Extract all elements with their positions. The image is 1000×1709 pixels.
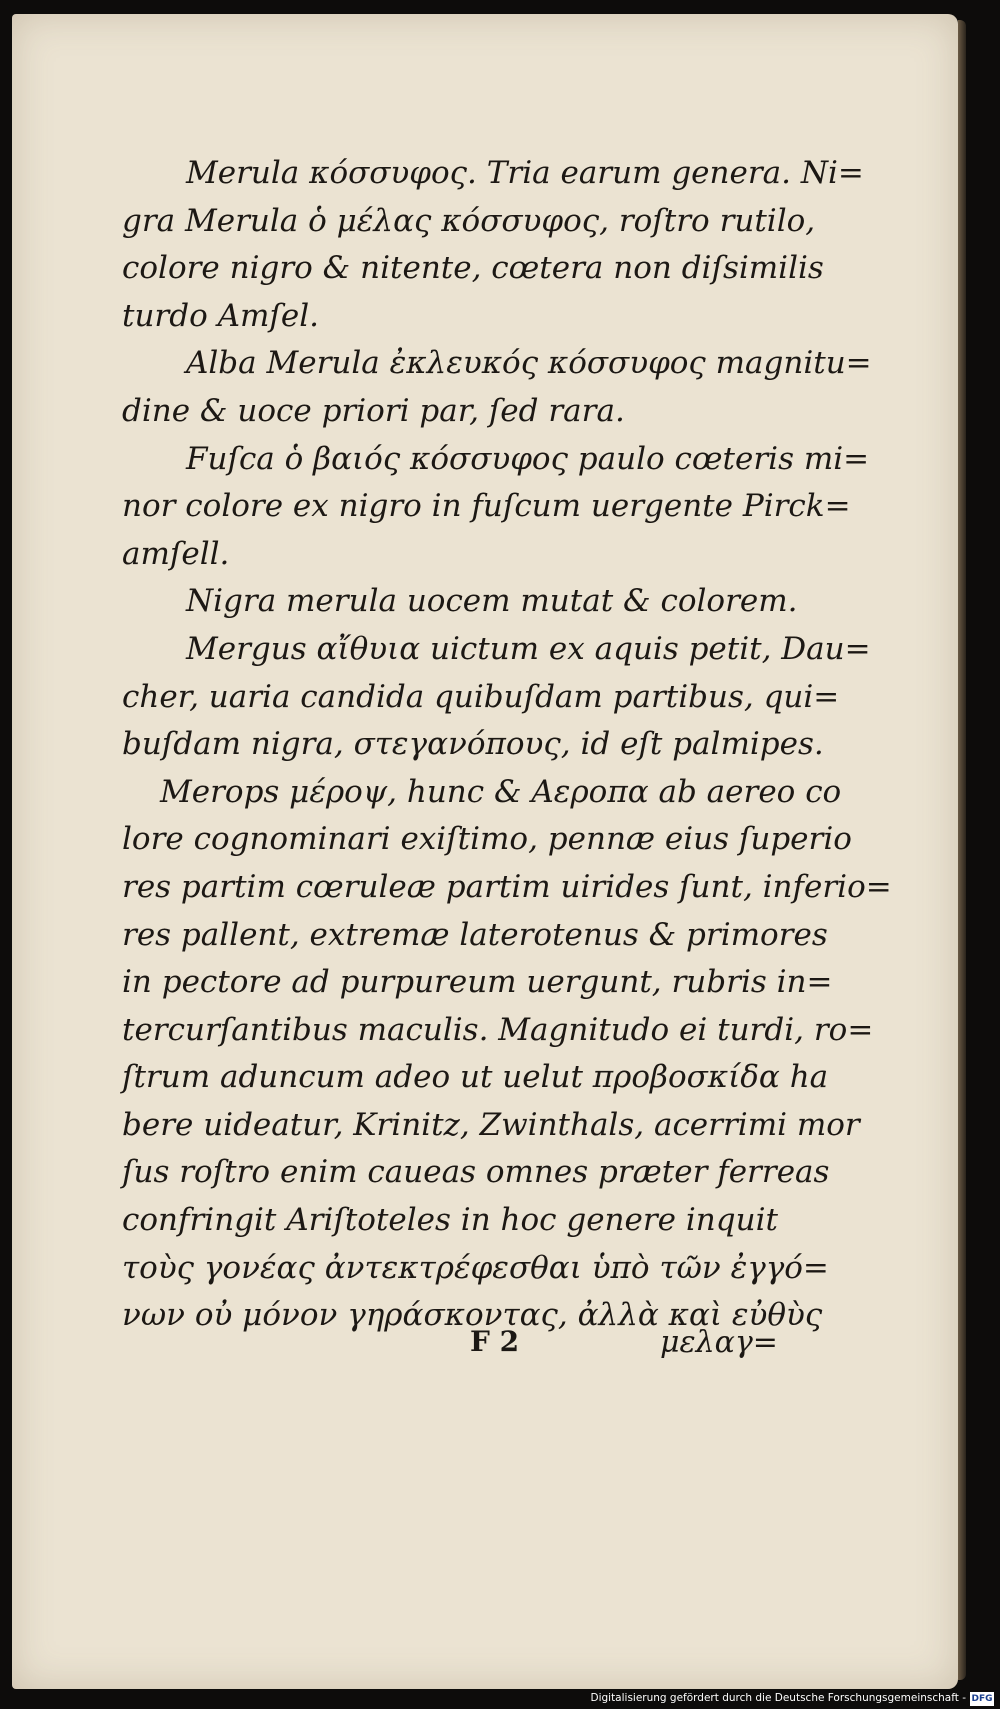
signature-mark: F 2 — [470, 1325, 520, 1358]
text-line: Merops μέροψ, hunc & Αεροπα ab aereo co — [160, 773, 842, 810]
dfg-logo: DFG — [971, 1694, 993, 1704]
text-line: ſtrum aduncum adeo ut uelut προβοσκίδα ha — [122, 1059, 829, 1096]
text-line: νων οὐ μόνον γηράσκοντας, ἀλλὰ καὶ εὐθὺς — [122, 1297, 823, 1334]
text-line: res partim cœruleæ partim uirides ſunt, inferio= — [122, 868, 892, 905]
text-line: amſell. — [122, 535, 230, 572]
text-line: turdo Amſel. — [122, 297, 319, 334]
catchword: μελαγ= — [660, 1325, 778, 1360]
text-line: nor colore ex nigro in fuſcum uergente Pirck= — [122, 488, 851, 525]
text-line: colore nigro & nitente, cœtera non diſsimilis — [122, 250, 824, 287]
text-line: bere uideatur, Krinitz, Zwinthals, acerrimi mor — [122, 1106, 860, 1143]
text-line: dine & uoce priori par, ſed rara. — [122, 392, 625, 429]
text-line: Merula κόσσυφος. Tria earum genera. Ni= — [186, 155, 864, 191]
text-line: tercurſantibus maculis. Magnitudo ei turdi, ro= — [122, 1011, 874, 1048]
text-line: Mergus αἴθυια uictum ex aquis petit, Dau= — [186, 630, 871, 667]
text-line: Alba Merula ἐκλευκός κόσσυφος magnitu= — [186, 345, 872, 382]
text-line: Fuſca ὁ βαιός κόσσυφος paulo cœteris mi= — [186, 440, 870, 477]
text-line: Nigra merula uocem mutat & colorem. — [186, 583, 798, 620]
text-line: confringit Ariſtoteles in hoc genere inquit — [122, 1202, 778, 1239]
text-line: buſdam nigra, στεγανόπους, id eſt palmipes. — [122, 726, 824, 763]
text-line: cher, uaria candida quibuſdam partibus, qui= — [122, 678, 840, 715]
text-line: τοὺς γονέας ἀντεκτρέφεσθαι ὑπὸ τῶν ἐγγό= — [122, 1249, 829, 1286]
footer-credit: Digitalisierung gefördert durch die Deutsche Forschungsgemeinschaft - — [590, 1692, 966, 1704]
text-line: in pectore ad purpureum uergunt, rubris in= — [122, 964, 833, 1001]
text-line: lore cognominari exiſtimo, pennæ eius ſuperio — [122, 821, 852, 858]
text-line: res pallent, extremæ laterotenus & primores — [122, 916, 828, 953]
text-line: ſus roſtro enim caueas omnes præter ferreas — [122, 1154, 830, 1191]
text-line: gra Merula ὁ μέλας κόσσυφος, roſtro rutilo, — [122, 202, 816, 239]
body-text — [122, 150, 892, 1340]
page-edge — [958, 20, 966, 1680]
